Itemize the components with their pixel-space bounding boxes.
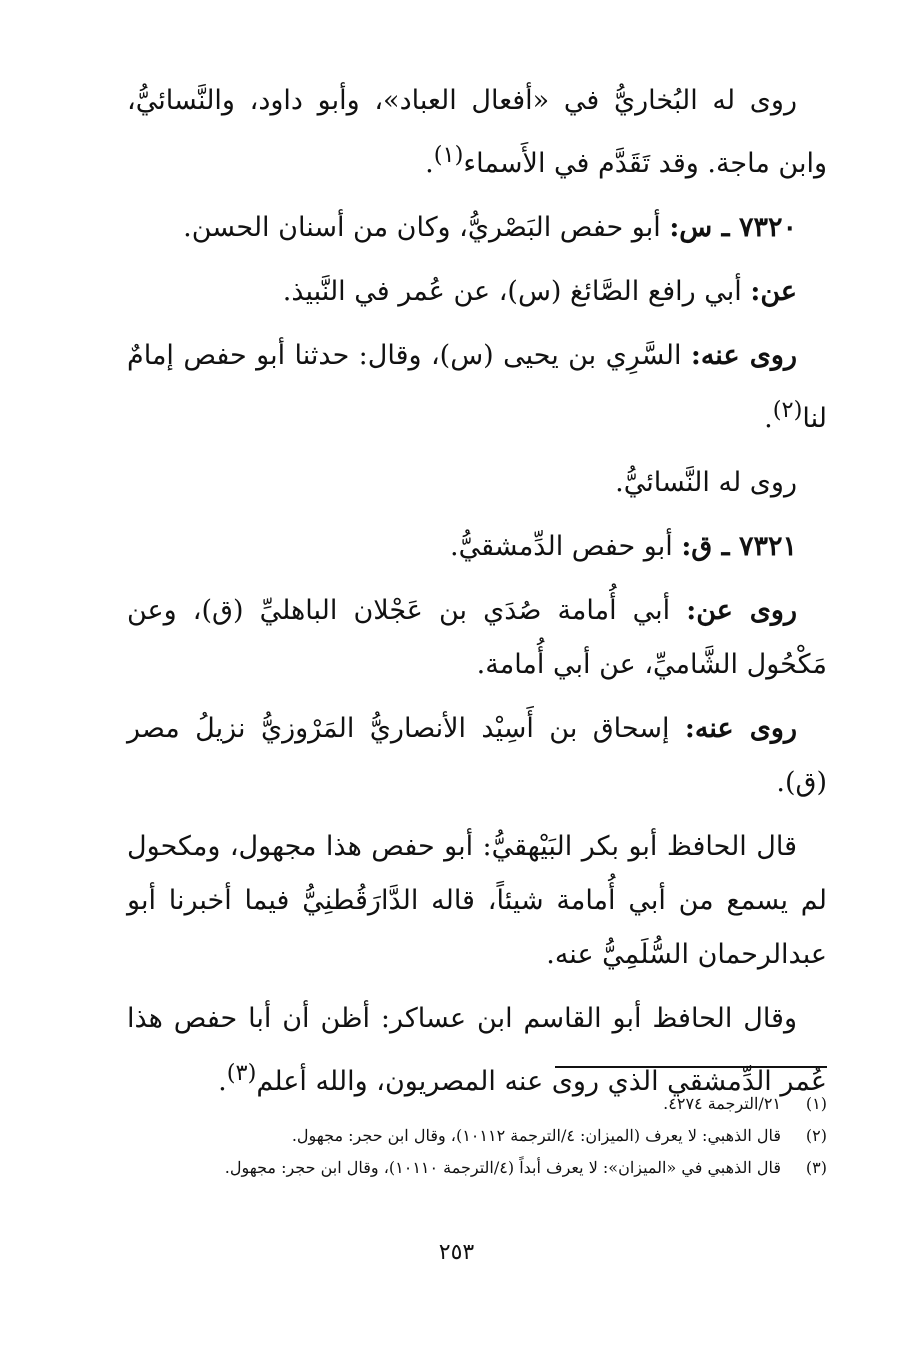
- footnote-ref: (٢): [772, 397, 803, 423]
- paragraph-text: أبو حفص الدِّمشقيُّ.: [450, 531, 682, 562]
- paragraph: [127, 74, 827, 191]
- paragraph-lead: روى عنه:: [684, 713, 798, 744]
- paragraph: [127, 265, 827, 319]
- entry-header: [127, 520, 827, 574]
- footnote-number: (١): [805, 1094, 827, 1113]
- paragraph-text: وقال الحافظ أبو القاسم ابن عساكر: أظن أن أبا حفص هذا عُمر الدِّمشقي الذي روى عنه المصريون، والله أعلم: [127, 1003, 827, 1097]
- footnote: [127, 1120, 827, 1152]
- footnote: [127, 1152, 827, 1184]
- paragraph-text: روى له البُخاريُّ في «أفعال العباد»، وأبو داود، والنَّسائيُّ، وابن ماجة. وقد تَقَدَّم في الأَسماء: [127, 85, 827, 179]
- paragraph-text: إسحاق بن أَسِيْد الأنصاريُّ المَرْوزيُّ نزيلُ مصر (ق).: [127, 713, 827, 798]
- paragraph-text: أبي رافع الصَّائغ (س)، عن عُمر في النَّبيذ.: [282, 276, 751, 307]
- paragraph-tail: .: [764, 403, 773, 434]
- paragraph-lead: عن:: [750, 276, 797, 307]
- paragraph: [127, 584, 827, 692]
- paragraph-tail: .: [425, 148, 434, 179]
- footnote-number: (٢): [805, 1126, 827, 1145]
- paragraph: [127, 329, 827, 446]
- paragraph-tail: .: [218, 1066, 227, 1097]
- paragraph-text: أبو حفص البَصْريُّ، وكان من أسنان الحسن.: [183, 212, 670, 243]
- footnote-ref: (٣): [226, 1060, 257, 1086]
- paragraph-text: السَّرِي بن يحيى (س)، وقال: حدثنا أبو حفص إمامٌ لنا: [127, 340, 827, 434]
- paragraph: [127, 820, 827, 982]
- footnote-text: ٢١/الترجمة ٤٢٧٤.: [663, 1094, 781, 1113]
- paragraph-lead: روى عن:: [686, 595, 797, 626]
- paragraph-lead: روى عنه:: [690, 340, 797, 371]
- paragraph-text: قال الحافظ أبو بكر البَيْهقيُّ: أبو حفص هذا مجهول، ومكحول لم يسمع من أبي أُمامة شيئاً، قاله الدَّارَقُطنِيُّ فيما أخبرنا أبو عبدالرحمان السُّلَمِيُّ عنه.: [127, 831, 827, 970]
- footnote-text: قال الذهبي في «الميزان»: لا يعرف أبداً (٤/الترجمة ١٠١١٠)، وقال ابن حجر: مجهول.: [224, 1158, 781, 1177]
- page-number: ٢٥٣: [438, 1240, 475, 1265]
- main-text: [127, 74, 827, 1119]
- footnote-text: قال الذهبي: لا يعرف (الميزان: ٤/الترجمة ١٠١١٢)، وقال ابن حجر: مجهول.: [291, 1126, 781, 1145]
- paragraph: [127, 456, 827, 510]
- footnote-divider: [555, 1066, 827, 1068]
- footnote: [127, 1088, 827, 1120]
- footnote-ref: (١): [433, 142, 464, 168]
- footnote-number: (٣): [805, 1158, 827, 1177]
- entry-number: ٧٣٢٠ ـ س:: [669, 212, 797, 243]
- paragraph-text: أبي أُمامة صُدَي بن عَجْلان الباهليِّ (ق)، وعن مَكْحُول الشَّاميِّ، عن أبي أُمامة.: [127, 595, 827, 680]
- entry-number: ٧٣٢١ ـ ق:: [681, 531, 797, 562]
- footnotes: [127, 1088, 827, 1184]
- paragraph-text: روى له النَّسائيُّ.: [615, 467, 797, 498]
- paragraph: [127, 702, 827, 810]
- entry-header: [127, 201, 827, 255]
